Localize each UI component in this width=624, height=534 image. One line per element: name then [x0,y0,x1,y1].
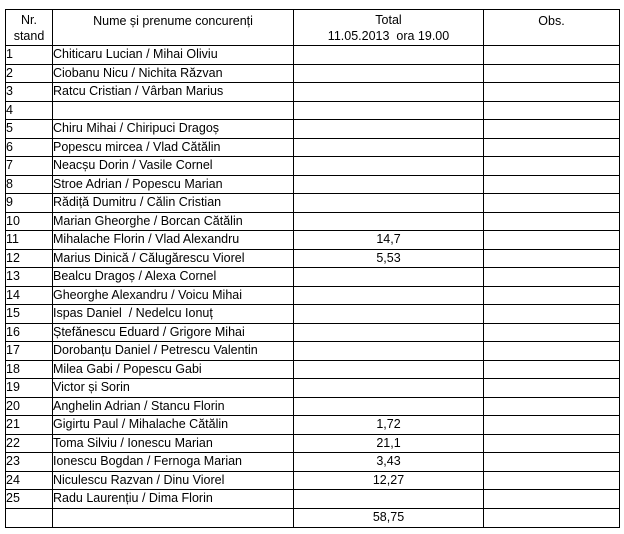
stand-number-cell: 1 [6,46,53,65]
grand-total-value: 58,75 [294,508,484,527]
competitor-names-cell: Ciobanu Nicu / Nichita Răzvan [53,64,294,83]
table-row [6,249,620,268]
obs-cell [484,268,620,287]
total-cell: 14,7 [294,231,484,250]
table-row [6,46,620,65]
total-cell: 21,1 [294,434,484,453]
stand-number-cell: 22 [6,434,53,453]
stand-number-cell: 20 [6,397,53,416]
grand-total-empty-name [53,508,294,527]
table-row [6,286,620,305]
stand-number-cell: 14 [6,286,53,305]
results-table [5,9,620,528]
total-cell [294,360,484,379]
obs-cell [484,360,620,379]
obs-cell [484,157,620,176]
obs-cell [484,416,620,435]
competitor-names-cell: Ratcu Cristian / Vârban Marius [53,83,294,102]
competitor-names-cell: Niculescu Razvan / Dinu Viorel [53,471,294,490]
obs-cell [484,83,620,102]
total-cell [294,83,484,102]
stand-number-cell: 10 [6,212,53,231]
obs-cell [484,490,620,509]
obs-cell [484,175,620,194]
obs-cell [484,305,620,324]
stand-number-cell: 19 [6,379,53,398]
header-total-line2: 11.05.2013 ora 19.00 [327,28,450,43]
competitor-names-cell: Neacșu Dorin / Vasile Cornel [53,157,294,176]
obs-cell [484,342,620,361]
stand-number-cell: 4 [6,101,53,120]
stand-number-cell: 24 [6,471,53,490]
table-body [6,46,620,509]
stand-number-cell: 6 [6,138,53,157]
table-row [6,490,620,509]
total-cell [294,120,484,139]
total-cell [294,397,484,416]
stand-number-cell: 17 [6,342,53,361]
obs-cell [484,323,620,342]
stand-number-cell: 13 [6,268,53,287]
table-row [6,64,620,83]
total-cell [294,379,484,398]
total-cell [294,194,484,213]
total-cell [294,212,484,231]
obs-cell [484,379,620,398]
header-row [6,10,620,46]
stand-number-cell: 8 [6,175,53,194]
total-cell: 1,72 [294,416,484,435]
total-cell: 3,43 [294,453,484,472]
header-obs [484,10,620,46]
obs-cell [484,231,620,250]
obs-cell [484,101,620,120]
table-row [6,83,620,102]
competitor-names-cell: Popescu mircea / Vlad Cătălin [53,138,294,157]
header-nr-line2: stand [13,28,45,43]
table-row [6,268,620,287]
header-nr-line1: Nr. [21,12,37,27]
table-row [6,379,620,398]
total-cell [294,64,484,83]
competitor-names-cell: Gheorghe Alexandru / Voicu Mihai [53,286,294,305]
table-row [6,305,620,324]
stand-number-cell: 21 [6,416,53,435]
table-row [6,453,620,472]
competitor-names-cell: Ispas Daniel / Nedelcu Ionuț [53,305,294,324]
competitor-names-cell: Stroe Adrian / Popescu Marian [53,175,294,194]
stand-number-cell: 12 [6,249,53,268]
table-row [6,471,620,490]
competitor-names-cell: Anghelin Adrian / Stancu Florin [53,397,294,416]
table-row [6,360,620,379]
obs-cell [484,434,620,453]
total-cell [294,342,484,361]
obs-cell [484,249,620,268]
stand-number-cell: 25 [6,490,53,509]
total-cell [294,490,484,509]
table-row [6,342,620,361]
obs-cell [484,212,620,231]
total-cell [294,305,484,324]
table-row [6,120,620,139]
total-cell [294,101,484,120]
competitor-names-cell [53,101,294,120]
stand-number-cell: 18 [6,360,53,379]
total-cell [294,268,484,287]
table-row [6,397,620,416]
competitor-names-cell: Mihalache Florin / Vlad Alexandru [53,231,294,250]
table-row [6,323,620,342]
obs-cell [484,397,620,416]
competitor-names-cell: Rădiță Dumitru / Călin Cristian [53,194,294,213]
obs-cell [484,120,620,139]
stand-number-cell: 11 [6,231,53,250]
competitor-names-cell: Radu Laurențiu / Dima Florin [53,490,294,509]
obs-cell [484,64,620,83]
table-row [6,101,620,120]
table-row [6,138,620,157]
competitor-names-cell: Chiticaru Lucian / Mihai Oliviu [53,46,294,65]
stand-number-cell: 5 [6,120,53,139]
stand-number-cell: 16 [6,323,53,342]
total-cell: 5,53 [294,249,484,268]
competitor-names-cell: Ionescu Bogdan / Fernoga Marian [53,453,294,472]
obs-cell [484,471,620,490]
competitor-names-cell: Bealcu Dragoș / Alexa Cornel [53,268,294,287]
table-row [6,157,620,176]
total-cell: 12,27 [294,471,484,490]
competitor-names-cell: Marian Gheorghe / Borcan Cătălin [53,212,294,231]
stand-number-cell: 2 [6,64,53,83]
obs-cell [484,194,620,213]
total-cell [294,138,484,157]
total-cell [294,286,484,305]
grand-total-row [6,508,620,527]
grand-total-empty-obs [484,508,620,527]
obs-cell [484,46,620,65]
table-row [6,231,620,250]
stand-number-cell: 7 [6,157,53,176]
obs-cell [484,286,620,305]
competitor-names-cell: Ștefănescu Eduard / Grigore Mihai [53,323,294,342]
header-total [294,10,484,46]
table-row [6,175,620,194]
competitor-names-cell: Victor și Sorin [53,379,294,398]
total-cell [294,46,484,65]
stand-number-cell: 23 [6,453,53,472]
table-row [6,212,620,231]
header-name [53,10,294,46]
total-cell [294,175,484,194]
table-row [6,416,620,435]
obs-cell [484,138,620,157]
header-obs-label: Obs. [538,14,565,28]
header-nr-stand [6,10,53,46]
stand-number-cell: 9 [6,194,53,213]
grand-total-empty-nr [6,508,53,527]
obs-cell [484,453,620,472]
competitor-names-cell: Toma Silviu / Ionescu Marian [53,434,294,453]
stand-number-cell: 3 [6,83,53,102]
header-total-line1: Total [375,12,402,27]
table-row [6,434,620,453]
competitor-names-cell: Marius Dinică / Călugărescu Viorel [53,249,294,268]
competitor-names-cell: Dorobanțu Daniel / Petrescu Valentin [53,342,294,361]
total-cell [294,323,484,342]
competitor-names-cell: Milea Gabi / Popescu Gabi [53,360,294,379]
competitor-names-cell: Gigirtu Paul / Mihalache Cătălin [53,416,294,435]
header-name-label: Nume și prenume concurenți [93,14,253,28]
stand-number-cell: 15 [6,305,53,324]
table-row [6,194,620,213]
competitor-names-cell: Chiru Mihai / Chiripuci Dragoș [53,120,294,139]
total-cell [294,157,484,176]
